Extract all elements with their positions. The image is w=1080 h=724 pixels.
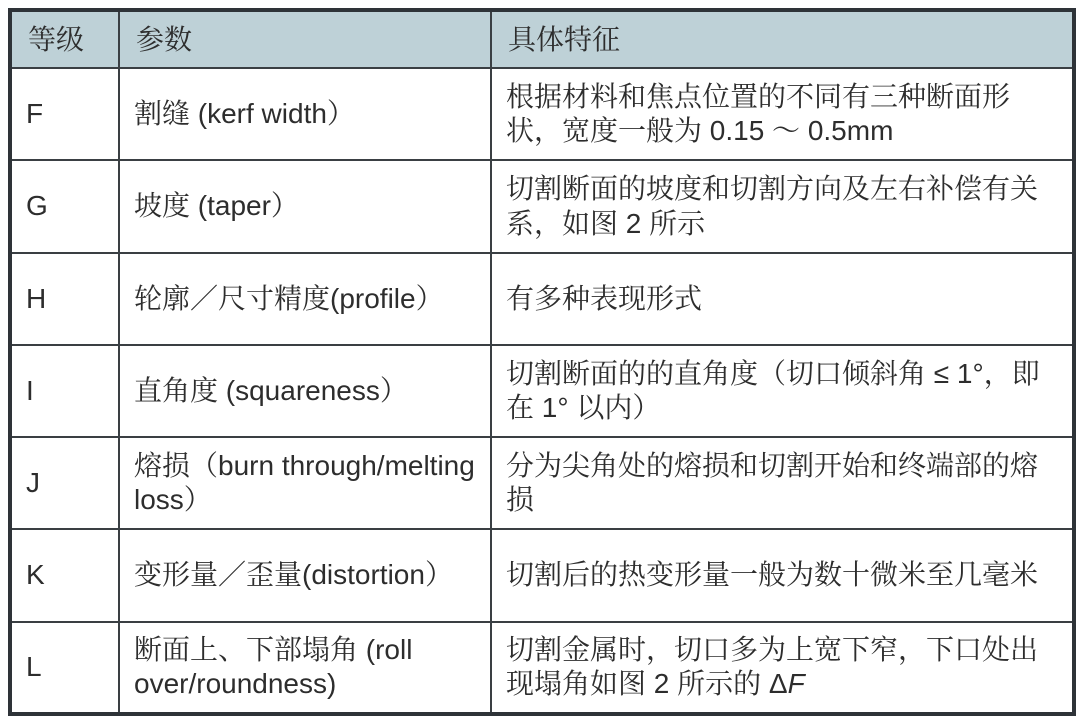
cell-level: H xyxy=(10,253,119,345)
header-cell-feature: 具体特征 xyxy=(491,10,1074,68)
cell-level: I xyxy=(10,345,119,437)
cell-feature xyxy=(491,622,1074,714)
cell-param: 直角度 (squareness） xyxy=(119,345,491,437)
feature-math-symbol: F xyxy=(787,668,805,700)
cell-param: 变形量／歪量(distortion） xyxy=(119,529,491,621)
cell-level: F xyxy=(10,68,119,160)
table-row xyxy=(10,529,1074,621)
cell-level: L xyxy=(10,622,119,714)
cell-param: 割缝 (kerf width） xyxy=(119,68,491,160)
feature-text: 切割断面的坡度和切割方向及左右补偿有关系，如图 2 所示 xyxy=(506,173,1039,239)
cell-level: J xyxy=(10,437,119,529)
header-cell-level: 等级 xyxy=(10,10,119,68)
cell-feature xyxy=(491,253,1074,345)
cell-param: 坡度 (taper） xyxy=(119,160,491,252)
cell-feature xyxy=(491,68,1074,160)
feature-text: 切割断面的的直角度（切口倾斜角 ≤ 1°，即在 1° 以内） xyxy=(506,357,1040,424)
feature-text: 分为尖角处的熔损和切割开始和终端部的熔损 xyxy=(506,450,1039,516)
parameters-table xyxy=(8,8,1076,716)
cell-param: 轮廓／尺寸精度(profile） xyxy=(119,253,491,345)
cell-level: K xyxy=(10,529,119,621)
feature-text: 根据材料和焦点位置的不同有三种断面形状，宽度一般为 0.15 ～ 0.5mm xyxy=(506,81,1011,147)
cell-feature xyxy=(491,437,1074,529)
feature-text: 切割金属时，切口多为上宽下窄，下口处出现塌角如图 2 所示的 Δ xyxy=(506,634,1039,700)
feature-text: 切割后的热变形量一般为数十微米至几毫米 xyxy=(506,559,1039,591)
table-row xyxy=(10,622,1074,714)
cell-feature xyxy=(491,160,1074,252)
feature-text: 有多种表现形式 xyxy=(506,282,703,314)
header-cell-param: 参数 xyxy=(119,10,491,68)
table-header-row xyxy=(10,10,1074,68)
table-row xyxy=(10,160,1074,252)
table-row xyxy=(10,345,1074,437)
cell-param: 断面上、下部塌角 (roll over/roundness) xyxy=(119,622,491,714)
cell-feature xyxy=(491,345,1074,437)
cell-param: 熔损（burn through/melting loss） xyxy=(119,437,491,529)
table-row xyxy=(10,253,1074,345)
table-row xyxy=(10,68,1074,160)
cell-level: G xyxy=(10,160,119,252)
table-row xyxy=(10,437,1074,529)
cell-feature xyxy=(491,529,1074,621)
